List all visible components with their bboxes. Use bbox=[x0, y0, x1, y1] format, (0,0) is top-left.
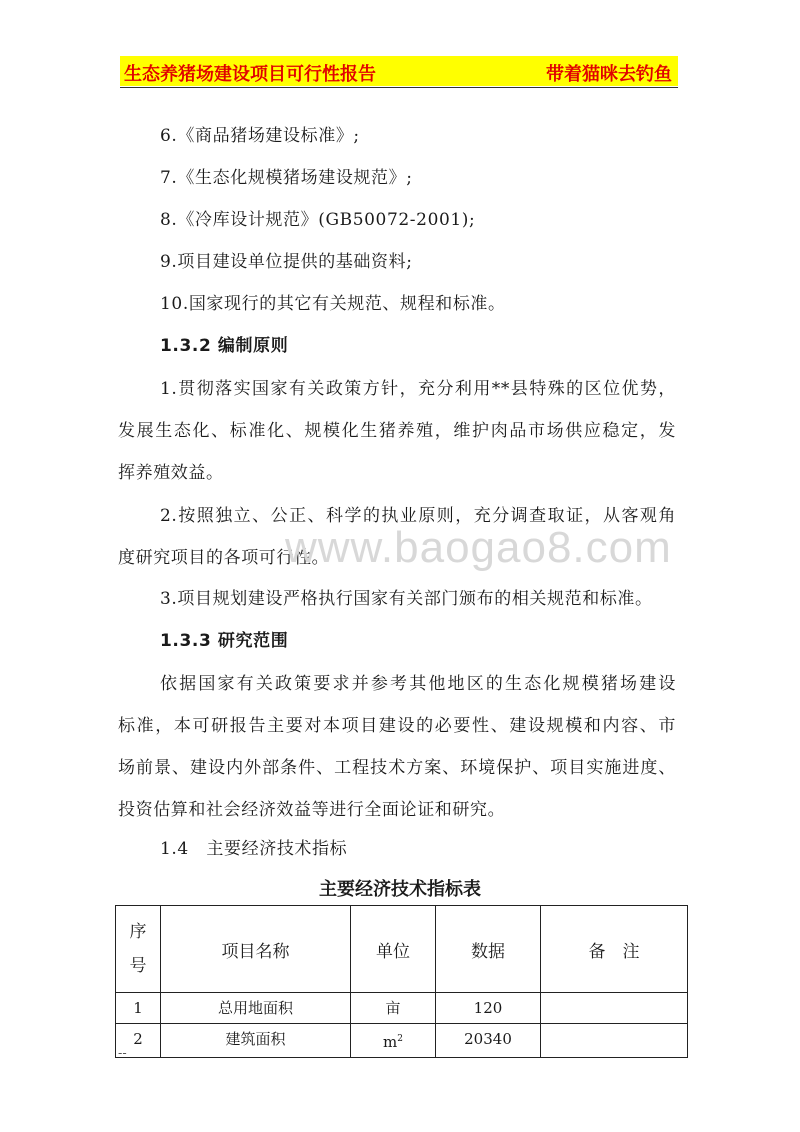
cell-data: 120 bbox=[436, 993, 541, 1024]
cell-seq: 1 bbox=[116, 993, 161, 1024]
table-row bbox=[116, 993, 688, 1024]
section-heading-14: 1.4 主要经济技术指标 bbox=[160, 839, 348, 859]
section-heading-133: 1.3.3 研究范围 bbox=[160, 631, 289, 651]
cell-note bbox=[541, 993, 688, 1024]
section-heading-132: 1.3.2 编制原则 bbox=[160, 336, 289, 356]
reference-item: 9.项目建设单位提供的基础资料; bbox=[160, 252, 413, 272]
cell-unit: $m^2$ bbox=[351, 1024, 436, 1058]
header-note: 备 注 bbox=[541, 906, 688, 993]
table-title: 主要经济技术指标表 bbox=[319, 879, 481, 900]
paragraph-line: 3.项目规划建设严格执行国家有关部门颁布的相关规范和标准。 bbox=[160, 589, 653, 609]
header-data: 数据 bbox=[436, 906, 541, 993]
author-label: 带着猫咪去钓鱼 bbox=[546, 64, 672, 85]
cell-name: 总用地面积 bbox=[161, 993, 351, 1024]
cell-name: 建筑面积 bbox=[161, 1024, 351, 1058]
header-name: 项目名称 bbox=[161, 906, 351, 993]
paragraph-line: 依据国家有关政策要求并参考其他地区的生态化规模猪场建设 bbox=[160, 674, 676, 694]
reference-item: 6.《商品猪场建设标准》; bbox=[160, 126, 360, 146]
reference-item: 8.《冷库设计规范》(GB50072-2001); bbox=[160, 210, 476, 230]
cell-seq: 2 bbox=[116, 1024, 161, 1058]
header-banner bbox=[120, 56, 678, 86]
reference-item: 7.《生态化规模猪场建设规范》; bbox=[160, 168, 413, 188]
paragraph-line: 投资估算和社会经济效益等进行全面论证和研究。 bbox=[118, 800, 506, 820]
table-row bbox=[116, 1024, 688, 1058]
cell-unit: 亩 bbox=[351, 993, 436, 1024]
paragraph-line: 发展生态化、标准化、规模化生猪养殖，维护肉品市场供应稳定，发 bbox=[118, 421, 676, 441]
indicators-table bbox=[115, 905, 687, 1051]
cell-data: 20340 bbox=[436, 1024, 541, 1058]
paragraph-line: 2.按照独立、公正、科学的执业原则，充分调查取证，从客观角 bbox=[160, 506, 676, 526]
paragraph-line: 标准，本可研报告主要对本项目建设的必要性、建设规模和内容、市 bbox=[118, 716, 676, 736]
paragraph-line: 场前景、建设内外部条件、工程技术方案、环境保护、项目实施进度、 bbox=[118, 758, 676, 778]
header-divider bbox=[120, 87, 678, 88]
report-title: 生态养猪场建设项目可行性报告 bbox=[124, 64, 376, 85]
reference-item: 10.国家现行的其它有关规范、规程和标准。 bbox=[160, 294, 506, 314]
paragraph-line: 挥养殖效益。 bbox=[118, 463, 224, 483]
header-seq: 序 号 bbox=[116, 906, 161, 993]
header-unit: 单位 bbox=[351, 906, 436, 993]
cell-note bbox=[541, 1024, 688, 1058]
footer-mark: -- bbox=[118, 1046, 127, 1060]
table-header-row bbox=[116, 906, 688, 993]
paragraph-line: 度研究项目的各项可行性。 bbox=[118, 548, 330, 568]
watermark: www.baogao8.com bbox=[285, 523, 672, 572]
paragraph-line: 1.贯彻落实国家有关政策方针，充分利用**县特殊的区位优势， bbox=[160, 379, 676, 399]
